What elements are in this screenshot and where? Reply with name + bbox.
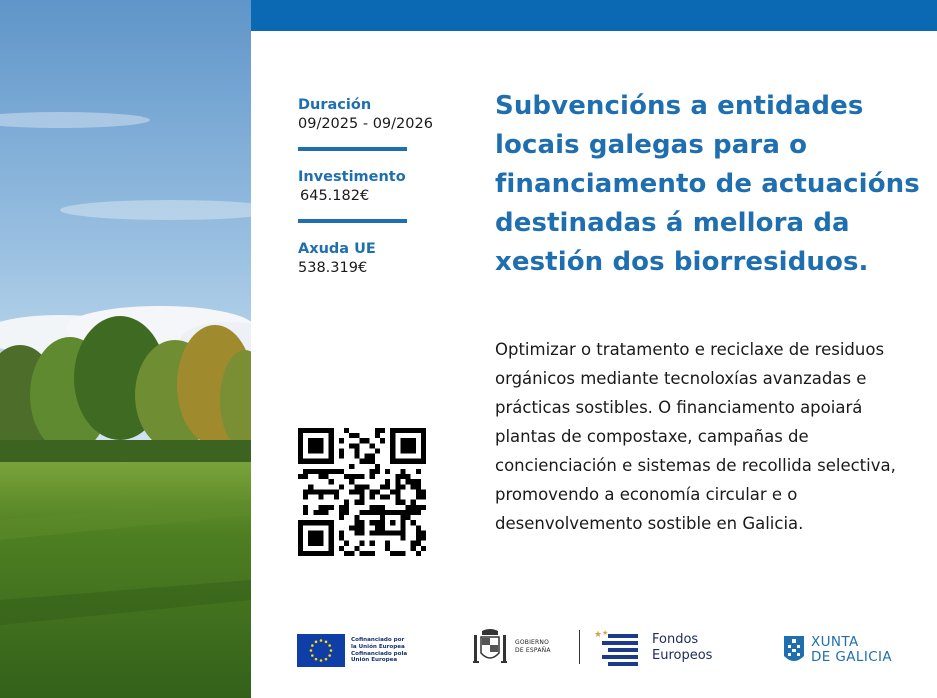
divider (579, 630, 580, 664)
fondos-europeos-icon (592, 628, 644, 668)
eu-cofinanced-logo (297, 634, 421, 667)
fondos-europeos-logo (592, 628, 712, 668)
eu-text-line: la Unión Europea (351, 643, 405, 650)
divider (298, 147, 407, 151)
stat-investment (298, 168, 448, 206)
gobierno-text (515, 639, 551, 655)
stat-investment-value: 645.182€ (300, 188, 370, 204)
fondos-europeos-text (652, 632, 712, 664)
stat-eu-aid-value: 538.319€ (298, 260, 368, 276)
description: Optimizar o tratamento e reciclaxe de residuos orgánicos mediante tecnoloxías avanzadas e prácticas sostibles. O financiamento apoiará plantas de compostaxe, campañas de concienciación e sistemas de recollida selectiva, promovendo a economía circular e o desenvolvemento sostible en Galicia. (495, 340, 896, 533)
svg-text:★: ★ (602, 629, 609, 637)
eu-text-line: Cofinanciado pola (351, 650, 408, 657)
gobierno-text-line: DE ESPAÑA (515, 647, 551, 654)
xunta-text-line: DE GALICIA (811, 649, 893, 665)
xunta-shield-icon (783, 634, 805, 666)
eu-logo-text (351, 637, 421, 663)
xunta-text-line: XUNTA (811, 634, 859, 650)
svg-text:★: ★ (594, 630, 603, 640)
fondos-text-line: Fondos (652, 632, 699, 647)
eu-text-line: Cofinanciado por (351, 637, 405, 644)
qr-code[interactable] (298, 428, 426, 556)
fondos-text-line: Europeos (652, 648, 713, 663)
project-stats (298, 96, 448, 278)
xunta-galicia-logo (783, 634, 892, 666)
gobierno-text-line: GOBIERNO (515, 639, 550, 646)
top-accent-bar (251, 0, 937, 31)
stat-investment-label: Investimento (298, 169, 406, 185)
stat-duration (298, 96, 448, 134)
landscape-photo (0, 0, 251, 698)
eu-flag-icon (297, 634, 345, 667)
xunta-text (811, 635, 892, 665)
stat-eu-aid (298, 240, 448, 278)
stat-duration-label: Duración (298, 97, 372, 113)
stat-eu-aid-label: Axuda UE (298, 241, 376, 257)
divider (298, 219, 407, 223)
gobierno-espana-logo (471, 627, 580, 667)
spain-coat-of-arms-icon (471, 627, 509, 667)
eu-text-line: Unión Europea (351, 657, 398, 664)
stat-duration-value: 09/2025 - 09/2026 (298, 116, 433, 132)
page-title: Subvencións a entidades locais galegas para o financiamento de actuacións destinadas á mellora da xestión dos biorresiduos. (495, 91, 920, 277)
